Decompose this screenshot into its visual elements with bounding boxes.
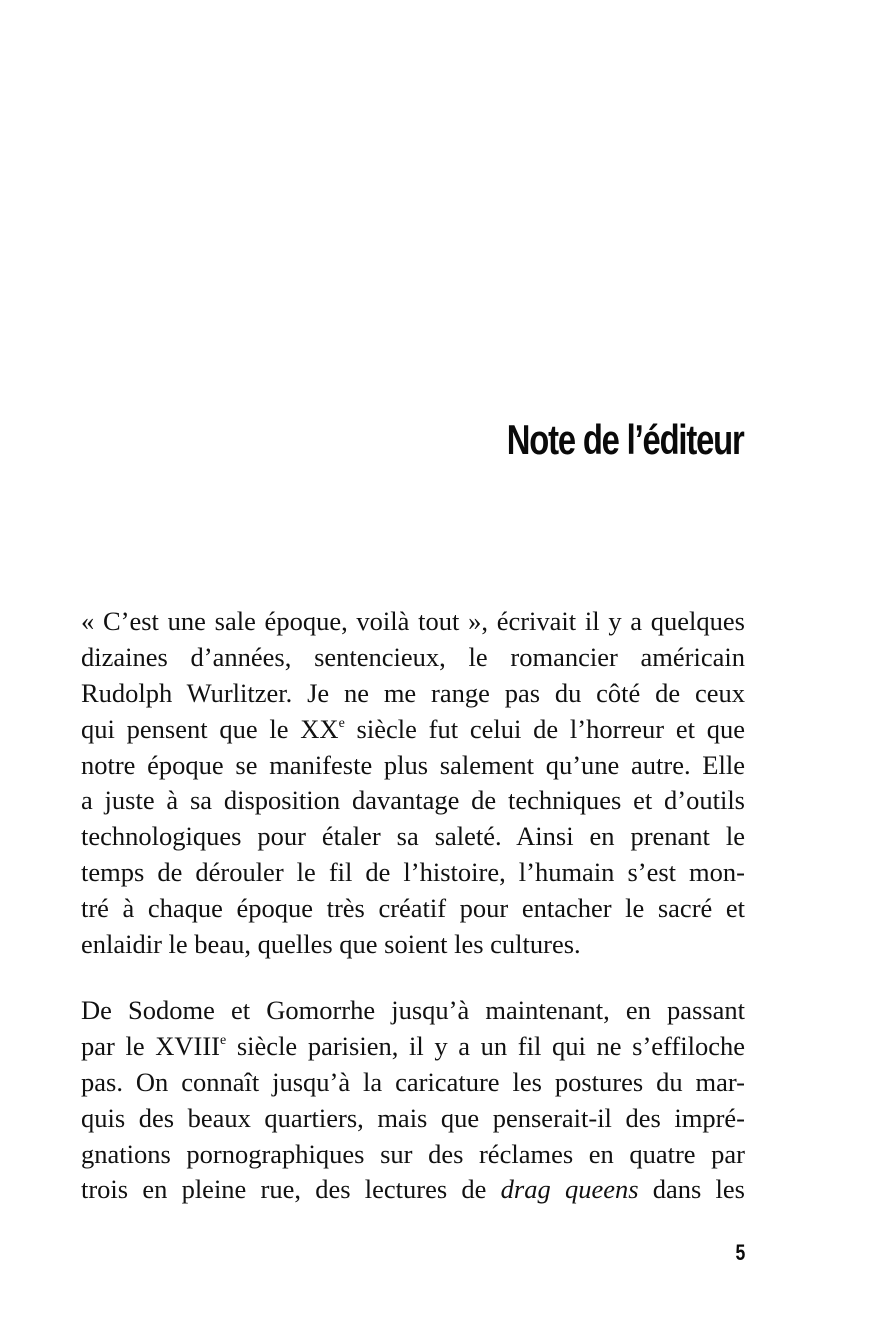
text-line: dizaines d’années, sentencieux, le romancier américain [81,641,745,672]
text-line: gnations pornographiques sur des réclames en quatre par [81,1138,745,1169]
text-line: notre époque se manifeste plus salement qu’une autre. Elle [81,749,745,780]
text-line: a juste à sa disposition davantage de techniques et d’outils [81,785,745,816]
chapter-title: Note de l’éditeur [507,416,744,463]
text-segment: trois en pleine rue, des lectures de [81,1174,501,1205]
text-line: pas. On connaît jusqu’à la caricature les postures du mar- [81,1066,745,1097]
italic-text: drag queens [500,1174,639,1205]
text-line [81,1172,745,1208]
text-line: technologiques pour étaler sa saleté. Ainsi en prenant le [81,821,745,852]
text-line [81,712,745,748]
text-line: « C’est une sale époque, voilà tout », écrivait il y a quelques [81,606,745,636]
text-line: tré à chaque époque très créatif pour entacher le sacré et [81,893,745,924]
text-segment: siècle parisien, il y a un fil qui ne s’effiloche [226,1030,745,1061]
text-line: De Sodome et Gomorrhe jusqu’à maintenant, en passant [81,995,745,1025]
text-line: temps de dérouler le fil de l’histoire, l’humain s’est mon- [81,857,745,888]
text-segment: par le XVIII [81,1030,220,1061]
paragraph-2 [81,993,745,1208]
text-line: Rudolph Wurlitzer. Je ne me range pas du côté de ceux [81,677,745,708]
text-line: quis des beaux quartiers, mais que penserait-il des impré- [81,1102,745,1133]
text-segment: siècle fut celui de l’horreur et que [344,713,745,744]
superscript: e [220,1032,227,1048]
superscript: e [338,715,345,731]
paragraph-1 [81,604,745,963]
text-segment: qui pensent que le XX [81,713,339,744]
text-segment: dans les [638,1174,745,1205]
text-line [81,1029,745,1065]
text-line: enlaidir le beau, quelles que soient les cultures. [81,929,581,960]
page-number: 5 [735,1240,745,1265]
